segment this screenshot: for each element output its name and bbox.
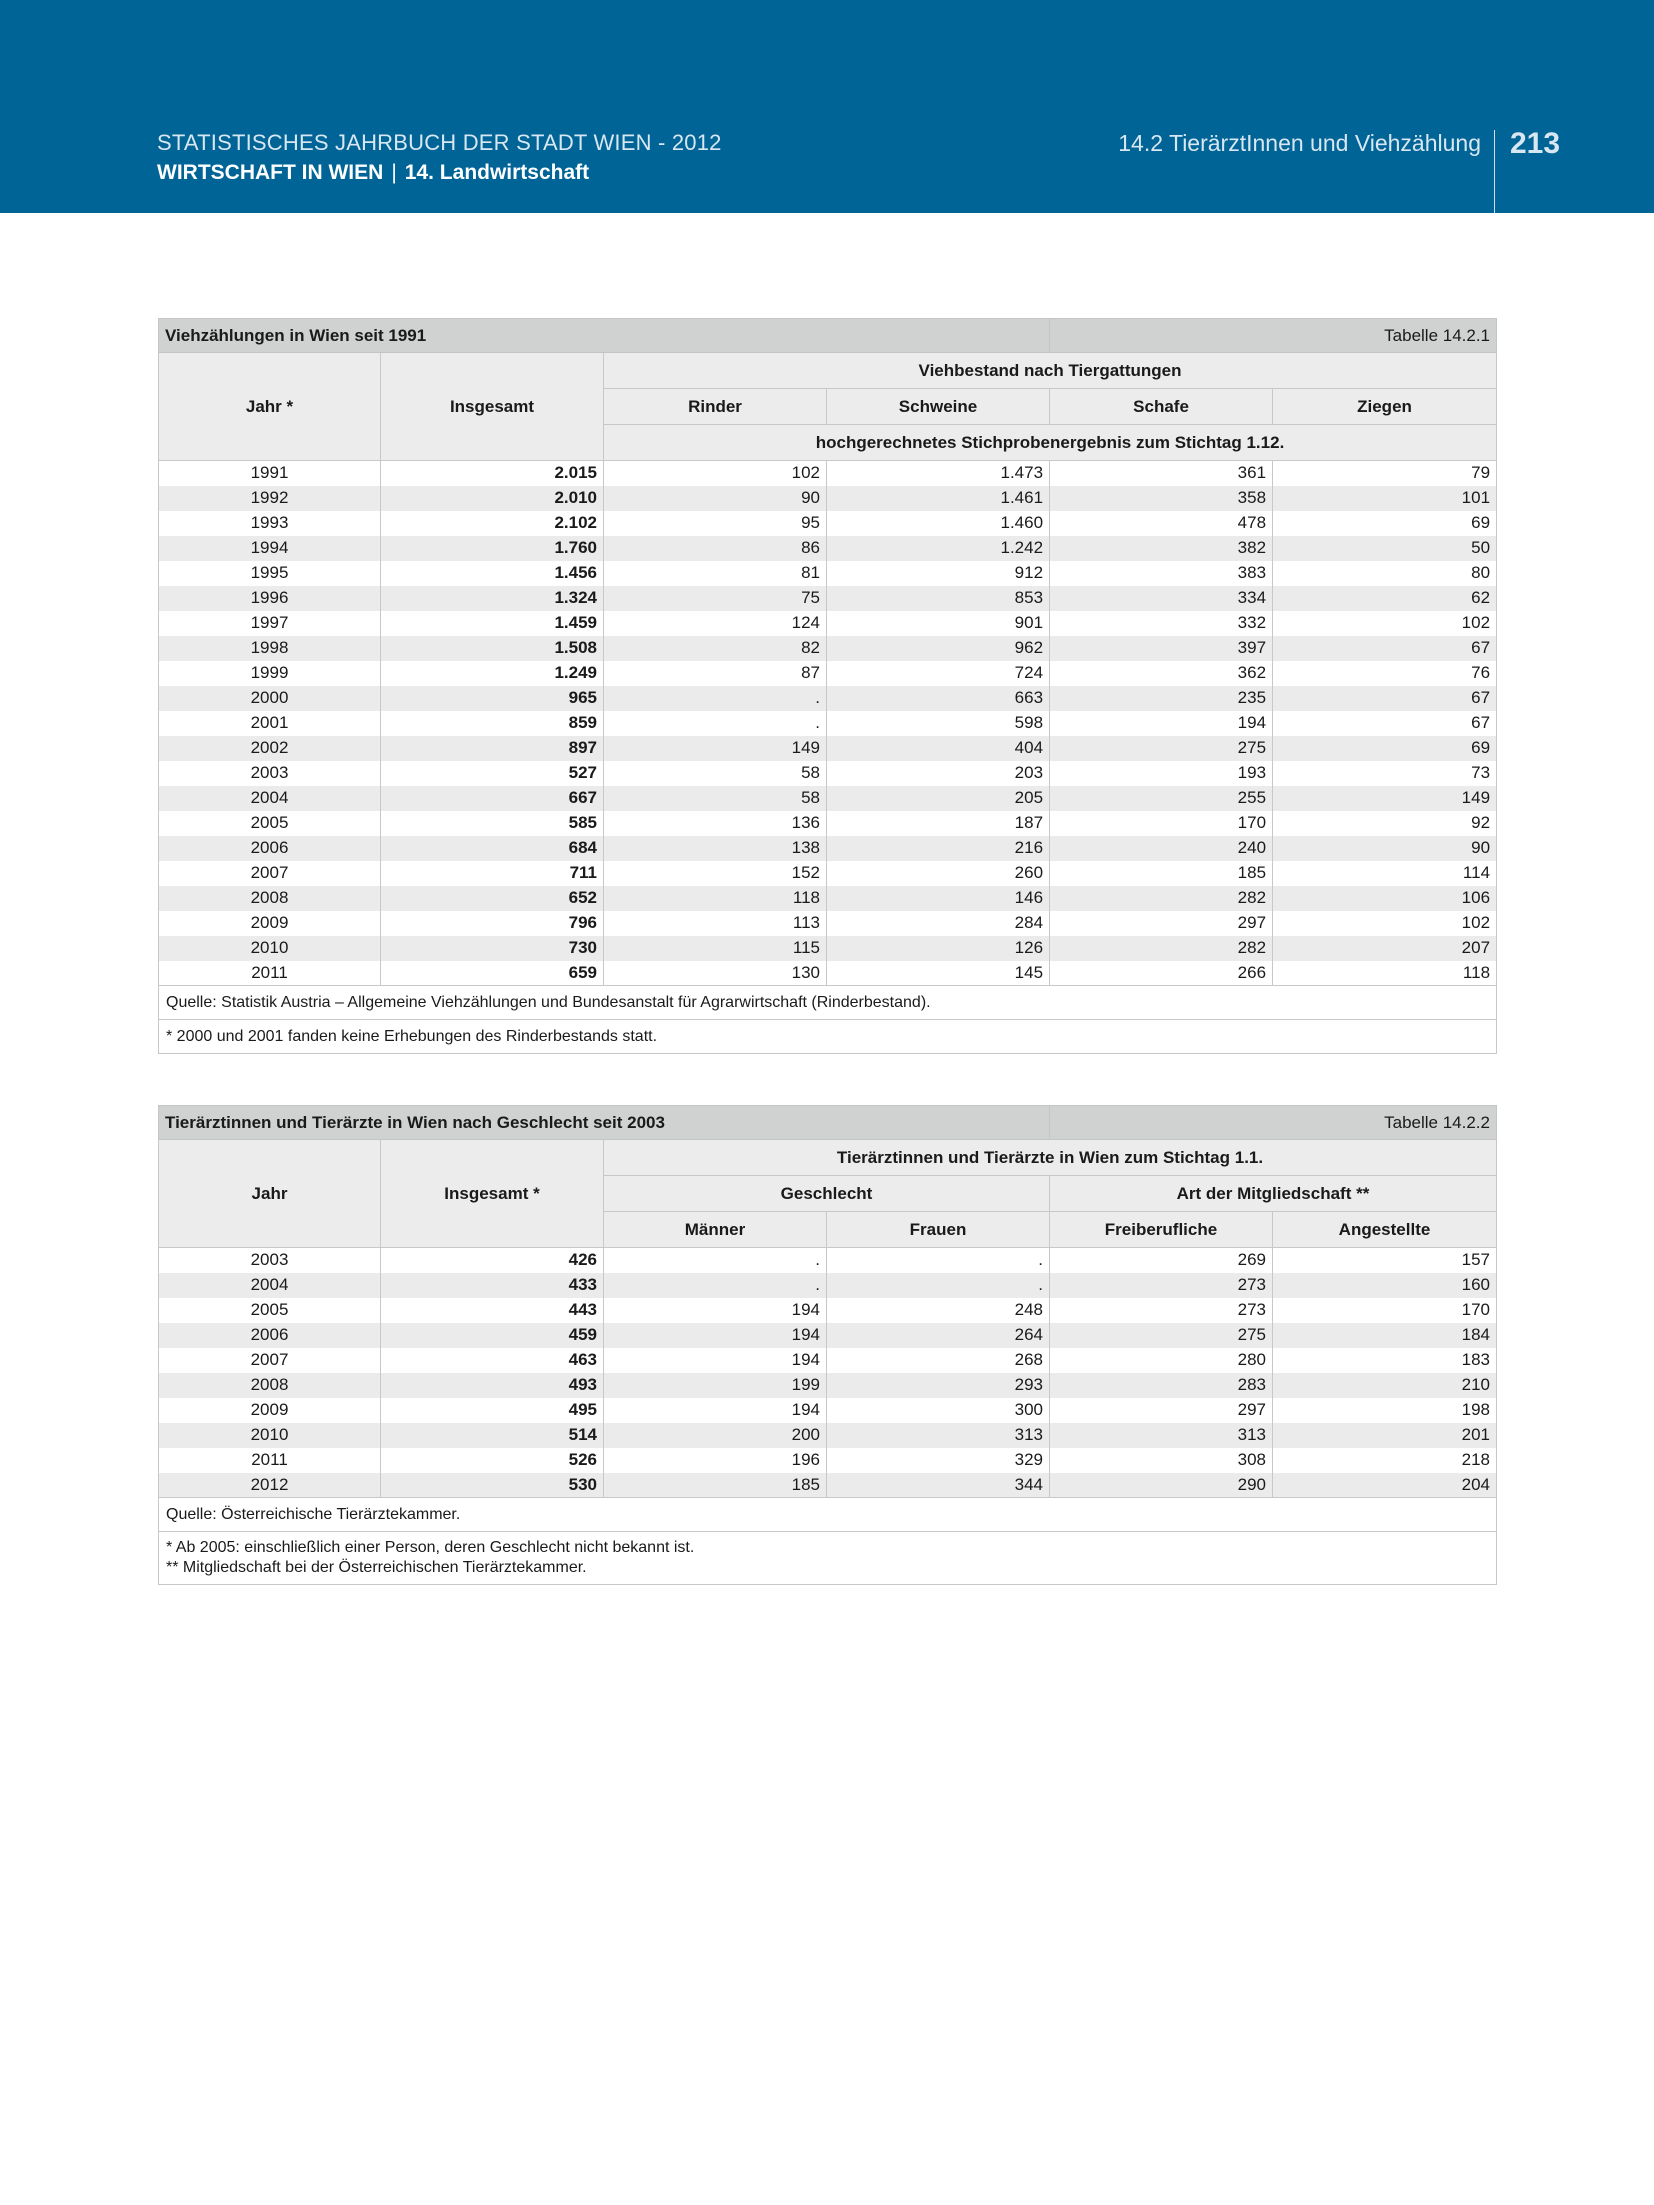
value-cell: 86 <box>604 536 827 561</box>
value-cell: 404 <box>827 736 1050 761</box>
value-cell: 313 <box>827 1423 1050 1448</box>
col-header: Ziegen <box>1273 389 1497 425</box>
total-cell: 463 <box>381 1348 604 1373</box>
subgroup-gender-header: Geschlecht <box>604 1176 1050 1212</box>
table-row <box>159 711 1497 736</box>
total-cell: 2.102 <box>381 511 604 536</box>
total-cell: 493 <box>381 1373 604 1398</box>
value-cell: 297 <box>1050 911 1273 936</box>
value-cell: 50 <box>1273 536 1497 561</box>
footnotes <box>159 1532 1497 1585</box>
year-cell: 2008 <box>159 886 381 911</box>
header-row <box>159 1140 1497 1176</box>
value-cell: 194 <box>1050 711 1273 736</box>
value-cell: 478 <box>1050 511 1273 536</box>
total-cell: 684 <box>381 836 604 861</box>
table-row <box>159 561 1497 586</box>
value-cell: 82 <box>604 636 827 661</box>
value-cell: 67 <box>1273 636 1497 661</box>
table-row <box>159 861 1497 886</box>
year-cell: 2005 <box>159 1298 381 1323</box>
value-cell: 313 <box>1050 1423 1273 1448</box>
year-cell: 2004 <box>159 786 381 811</box>
value-cell: 382 <box>1050 536 1273 561</box>
value-cell: 199 <box>604 1373 827 1398</box>
value-cell: 194 <box>604 1398 827 1423</box>
total-cell: 1.508 <box>381 636 604 661</box>
value-cell: 901 <box>827 611 1050 636</box>
value-cell: 106 <box>1273 886 1497 911</box>
year-cell: 2005 <box>159 811 381 836</box>
value-cell: 194 <box>604 1298 827 1323</box>
col-header: Männer <box>604 1212 827 1248</box>
footnote: ** Mitgliedschaft bei der Österreichischen Tierärztekammer. <box>166 1559 587 1576</box>
col-year-header: Jahr <box>159 1140 381 1248</box>
value-cell: 210 <box>1273 1373 1497 1398</box>
value-cell: 912 <box>827 561 1050 586</box>
total-cell: 495 <box>381 1398 604 1423</box>
total-cell: 526 <box>381 1448 604 1473</box>
value-cell: . <box>604 1273 827 1298</box>
value-cell: 663 <box>827 686 1050 711</box>
value-cell: 75 <box>604 586 827 611</box>
value-cell: 115 <box>604 936 827 961</box>
total-cell: 1.456 <box>381 561 604 586</box>
footnote: * Ab 2005: einschließlich einer Person, deren Geschlecht nicht bekannt ist. <box>166 1539 695 1556</box>
source-row <box>159 1498 1497 1532</box>
value-cell: 102 <box>1273 611 1497 636</box>
value-cell: 260 <box>827 861 1050 886</box>
yearbook-title: STATISTISCHES JAHRBUCH DER STADT WIEN - 2012 <box>157 130 722 155</box>
value-cell: 344 <box>827 1473 1050 1498</box>
value-cell: 126 <box>827 936 1050 961</box>
year-cell: 2007 <box>159 1348 381 1373</box>
value-cell: . <box>604 686 827 711</box>
value-cell: 361 <box>1050 461 1273 486</box>
value-cell: 184 <box>1273 1323 1497 1348</box>
value-cell: 1.242 <box>827 536 1050 561</box>
value-cell: 79 <box>1273 461 1497 486</box>
footnote-row <box>159 1532 1497 1585</box>
value-cell: 58 <box>604 786 827 811</box>
table-number: Tabelle 14.2.2 <box>1050 1106 1497 1140</box>
value-cell: 170 <box>1050 811 1273 836</box>
value-cell: 149 <box>1273 786 1497 811</box>
year-cell: 2007 <box>159 861 381 886</box>
year-cell: 2004 <box>159 1273 381 1298</box>
section-title <box>157 161 589 185</box>
value-cell: 308 <box>1050 1448 1273 1473</box>
value-cell: 67 <box>1273 711 1497 736</box>
col-year-header: Jahr * <box>159 353 381 461</box>
subgroup-header: hochgerechnetes Stichprobenergebnis zum Stichtag 1.12. <box>604 425 1497 461</box>
total-cell: 527 <box>381 761 604 786</box>
value-cell: 329 <box>827 1448 1050 1473</box>
year-cell: 2011 <box>159 961 381 986</box>
value-cell: 275 <box>1050 736 1273 761</box>
value-cell: 962 <box>827 636 1050 661</box>
value-cell: 203 <box>827 761 1050 786</box>
value-cell: 185 <box>604 1473 827 1498</box>
total-cell: 1.324 <box>381 586 604 611</box>
value-cell: 218 <box>1273 1448 1497 1473</box>
chapter-short: 14. Landwirtschaft <box>404 161 590 184</box>
year-cell: 1997 <box>159 611 381 636</box>
total-cell: 965 <box>381 686 604 711</box>
value-cell: 185 <box>1050 861 1273 886</box>
total-cell: 859 <box>381 711 604 736</box>
col-header: Freiberufliche <box>1050 1212 1273 1248</box>
value-cell: 187 <box>827 811 1050 836</box>
value-cell: 853 <box>827 586 1050 611</box>
table-title: Tierärztinnen und Tierärzte in Wien nach Geschlecht seit 2003 <box>159 1106 1050 1140</box>
value-cell: 269 <box>1050 1248 1273 1273</box>
col-header: Frauen <box>827 1212 1050 1248</box>
source-note: Quelle: Statistik Austria – Allgemeine Viehzählungen und Bundesanstalt für Agrarwirtschaft (Rinderbestand). <box>159 986 1497 1020</box>
total-cell: 514 <box>381 1423 604 1448</box>
value-cell: 332 <box>1050 611 1273 636</box>
value-cell: 598 <box>827 711 1050 736</box>
value-cell: 92 <box>1273 811 1497 836</box>
total-cell: 433 <box>381 1273 604 1298</box>
col-header: Schweine <box>827 389 1050 425</box>
value-cell: 724 <box>827 661 1050 686</box>
table-row <box>159 1248 1497 1273</box>
total-cell: 459 <box>381 1323 604 1348</box>
source-row <box>159 986 1497 1020</box>
value-cell: 193 <box>1050 761 1273 786</box>
value-cell: 204 <box>1273 1473 1497 1498</box>
year-cell: 2009 <box>159 1398 381 1423</box>
table-row <box>159 1423 1497 1448</box>
year-cell: 2009 <box>159 911 381 936</box>
table-row <box>159 736 1497 761</box>
year-cell: 1999 <box>159 661 381 686</box>
value-cell: . <box>604 711 827 736</box>
total-cell: 730 <box>381 936 604 961</box>
table-body <box>159 1248 1497 1498</box>
footnote: * 2000 und 2001 fanden keine Erhebungen des Rinderbestands statt. <box>166 1027 658 1045</box>
total-cell: 426 <box>381 1248 604 1273</box>
value-cell: 152 <box>604 861 827 886</box>
table-row <box>159 786 1497 811</box>
table-row <box>159 486 1497 511</box>
value-cell: 362 <box>1050 661 1273 686</box>
table-row <box>159 686 1497 711</box>
value-cell: 290 <box>1050 1473 1273 1498</box>
table-row <box>159 886 1497 911</box>
group-header: Viehbestand nach Tiergattungen <box>604 353 1497 389</box>
year-cell: 1994 <box>159 536 381 561</box>
value-cell: 146 <box>827 886 1050 911</box>
value-cell: 160 <box>1273 1273 1497 1298</box>
total-cell: 1.760 <box>381 536 604 561</box>
table-row <box>159 1373 1497 1398</box>
value-cell: 216 <box>827 836 1050 861</box>
table-row <box>159 761 1497 786</box>
year-cell: 2008 <box>159 1373 381 1398</box>
value-cell: 200 <box>604 1423 827 1448</box>
value-cell: 138 <box>604 836 827 861</box>
total-cell: 659 <box>381 961 604 986</box>
year-cell: 1998 <box>159 636 381 661</box>
value-cell: 113 <box>604 911 827 936</box>
table-number: Tabelle 14.2.1 <box>1050 319 1497 353</box>
total-cell: 2.010 <box>381 486 604 511</box>
footnote-row <box>159 1020 1497 1054</box>
year-cell: 2002 <box>159 736 381 761</box>
value-cell: 264 <box>827 1323 1050 1348</box>
total-cell: 897 <box>381 736 604 761</box>
value-cell: 1.460 <box>827 511 1050 536</box>
value-cell: 284 <box>827 911 1050 936</box>
value-cell: 207 <box>1273 936 1497 961</box>
value-cell: 282 <box>1050 936 1273 961</box>
veterinarians-table <box>158 1105 1497 1585</box>
value-cell: 280 <box>1050 1348 1273 1373</box>
table-row <box>159 461 1497 486</box>
value-cell: . <box>604 1248 827 1273</box>
table-row <box>159 1398 1497 1423</box>
col-header: Rinder <box>604 389 827 425</box>
table-row <box>159 536 1497 561</box>
value-cell: 101 <box>1273 486 1497 511</box>
total-cell: 1.459 <box>381 611 604 636</box>
value-cell: 1.473 <box>827 461 1050 486</box>
value-cell: 69 <box>1273 511 1497 536</box>
col-header: Angestellte <box>1273 1212 1497 1248</box>
value-cell: 273 <box>1050 1273 1273 1298</box>
value-cell: 198 <box>1273 1398 1497 1423</box>
total-cell: 530 <box>381 1473 604 1498</box>
total-cell: 2.015 <box>381 461 604 486</box>
table-title: Viehzählungen in Wien seit 1991 <box>159 319 1050 353</box>
source-note: Quelle: Österreichische Tierärztekammer. <box>159 1498 1497 1532</box>
value-cell: . <box>827 1248 1050 1273</box>
year-cell: 1993 <box>159 511 381 536</box>
value-cell: 358 <box>1050 486 1273 511</box>
value-cell: . <box>827 1273 1050 1298</box>
value-cell: 255 <box>1050 786 1273 811</box>
value-cell: 235 <box>1050 686 1273 711</box>
year-cell: 2003 <box>159 761 381 786</box>
total-cell: 1.249 <box>381 661 604 686</box>
year-cell: 2003 <box>159 1248 381 1273</box>
total-cell: 796 <box>381 911 604 936</box>
value-cell: 297 <box>1050 1398 1273 1423</box>
value-cell: 248 <box>827 1298 1050 1323</box>
value-cell: 293 <box>827 1373 1050 1398</box>
value-cell: 149 <box>604 736 827 761</box>
value-cell: 170 <box>1273 1298 1497 1323</box>
value-cell: 300 <box>827 1398 1050 1423</box>
year-cell: 1995 <box>159 561 381 586</box>
table-row <box>159 811 1497 836</box>
year-cell: 2010 <box>159 1423 381 1448</box>
value-cell: 383 <box>1050 561 1273 586</box>
value-cell: 201 <box>1273 1423 1497 1448</box>
value-cell: 194 <box>604 1348 827 1373</box>
livestock-table <box>158 318 1497 1054</box>
header-row <box>159 353 1497 389</box>
value-cell: 334 <box>1050 586 1273 611</box>
year-cell: 1992 <box>159 486 381 511</box>
value-cell: 196 <box>604 1448 827 1473</box>
value-cell: 95 <box>604 511 827 536</box>
value-cell: 124 <box>604 611 827 636</box>
year-cell: 2010 <box>159 936 381 961</box>
value-cell: 205 <box>827 786 1050 811</box>
table-row <box>159 1448 1497 1473</box>
table-row <box>159 1473 1497 1498</box>
table-row <box>159 1298 1497 1323</box>
table-row <box>159 1273 1497 1298</box>
table-title-row <box>159 1106 1497 1140</box>
total-cell: 652 <box>381 886 604 911</box>
table-title-row <box>159 319 1497 353</box>
value-cell: 76 <box>1273 661 1497 686</box>
table-row <box>159 911 1497 936</box>
table-row <box>159 1323 1497 1348</box>
header-divider <box>1494 130 1495 213</box>
table-row <box>159 1348 1497 1373</box>
year-cell: 1996 <box>159 586 381 611</box>
value-cell: 268 <box>827 1348 1050 1373</box>
value-cell: 183 <box>1273 1348 1497 1373</box>
table-row <box>159 611 1497 636</box>
value-cell: 62 <box>1273 586 1497 611</box>
value-cell: 90 <box>1273 836 1497 861</box>
value-cell: 282 <box>1050 886 1273 911</box>
table-row <box>159 636 1497 661</box>
year-cell: 2006 <box>159 836 381 861</box>
value-cell: 81 <box>604 561 827 586</box>
value-cell: 118 <box>1273 961 1497 986</box>
value-cell: 273 <box>1050 1298 1273 1323</box>
year-cell: 1991 <box>159 461 381 486</box>
col-total-header: Insgesamt * <box>381 1140 604 1248</box>
table-row <box>159 586 1497 611</box>
value-cell: 58 <box>604 761 827 786</box>
table-row <box>159 511 1497 536</box>
total-cell: 585 <box>381 811 604 836</box>
page-number: 213 <box>1510 127 1561 160</box>
table-row <box>159 661 1497 686</box>
table-row <box>159 936 1497 961</box>
value-cell: 130 <box>604 961 827 986</box>
value-cell: 240 <box>1050 836 1273 861</box>
footnotes <box>159 1020 1497 1054</box>
col-header: Schafe <box>1050 389 1273 425</box>
value-cell: 114 <box>1273 861 1497 886</box>
value-cell: 69 <box>1273 736 1497 761</box>
year-cell: 2001 <box>159 711 381 736</box>
year-cell: 2000 <box>159 686 381 711</box>
value-cell: 73 <box>1273 761 1497 786</box>
total-cell: 711 <box>381 861 604 886</box>
value-cell: 87 <box>604 661 827 686</box>
value-cell: 118 <box>604 886 827 911</box>
value-cell: 136 <box>604 811 827 836</box>
value-cell: 145 <box>827 961 1050 986</box>
group-header: Tierärztinnen und Tierärzte in Wien zum Stichtag 1.1. <box>604 1140 1497 1176</box>
title-separator: | <box>391 161 397 184</box>
chapter-title: 14.2 TierärztInnen und Viehzählung <box>1118 130 1481 156</box>
table-row <box>159 961 1497 986</box>
table-row <box>159 836 1497 861</box>
total-cell: 443 <box>381 1298 604 1323</box>
value-cell: 283 <box>1050 1373 1273 1398</box>
value-cell: 1.461 <box>827 486 1050 511</box>
section-name: WIRTSCHAFT IN WIEN <box>157 161 384 184</box>
value-cell: 194 <box>604 1323 827 1348</box>
value-cell: 397 <box>1050 636 1273 661</box>
value-cell: 90 <box>604 486 827 511</box>
value-cell: 80 <box>1273 561 1497 586</box>
subgroup-membership-header: Art der Mitgliedschaft ** <box>1050 1176 1497 1212</box>
value-cell: 102 <box>1273 911 1497 936</box>
page-header <box>0 0 1654 213</box>
year-cell: 2006 <box>159 1323 381 1348</box>
value-cell: 102 <box>604 461 827 486</box>
table-body <box>159 461 1497 986</box>
value-cell: 266 <box>1050 961 1273 986</box>
value-cell: 157 <box>1273 1248 1497 1273</box>
total-cell: 667 <box>381 786 604 811</box>
col-total-header: Insgesamt <box>381 353 604 461</box>
value-cell: 275 <box>1050 1323 1273 1348</box>
year-cell: 2012 <box>159 1473 381 1498</box>
value-cell: 67 <box>1273 686 1497 711</box>
year-cell: 2011 <box>159 1448 381 1473</box>
